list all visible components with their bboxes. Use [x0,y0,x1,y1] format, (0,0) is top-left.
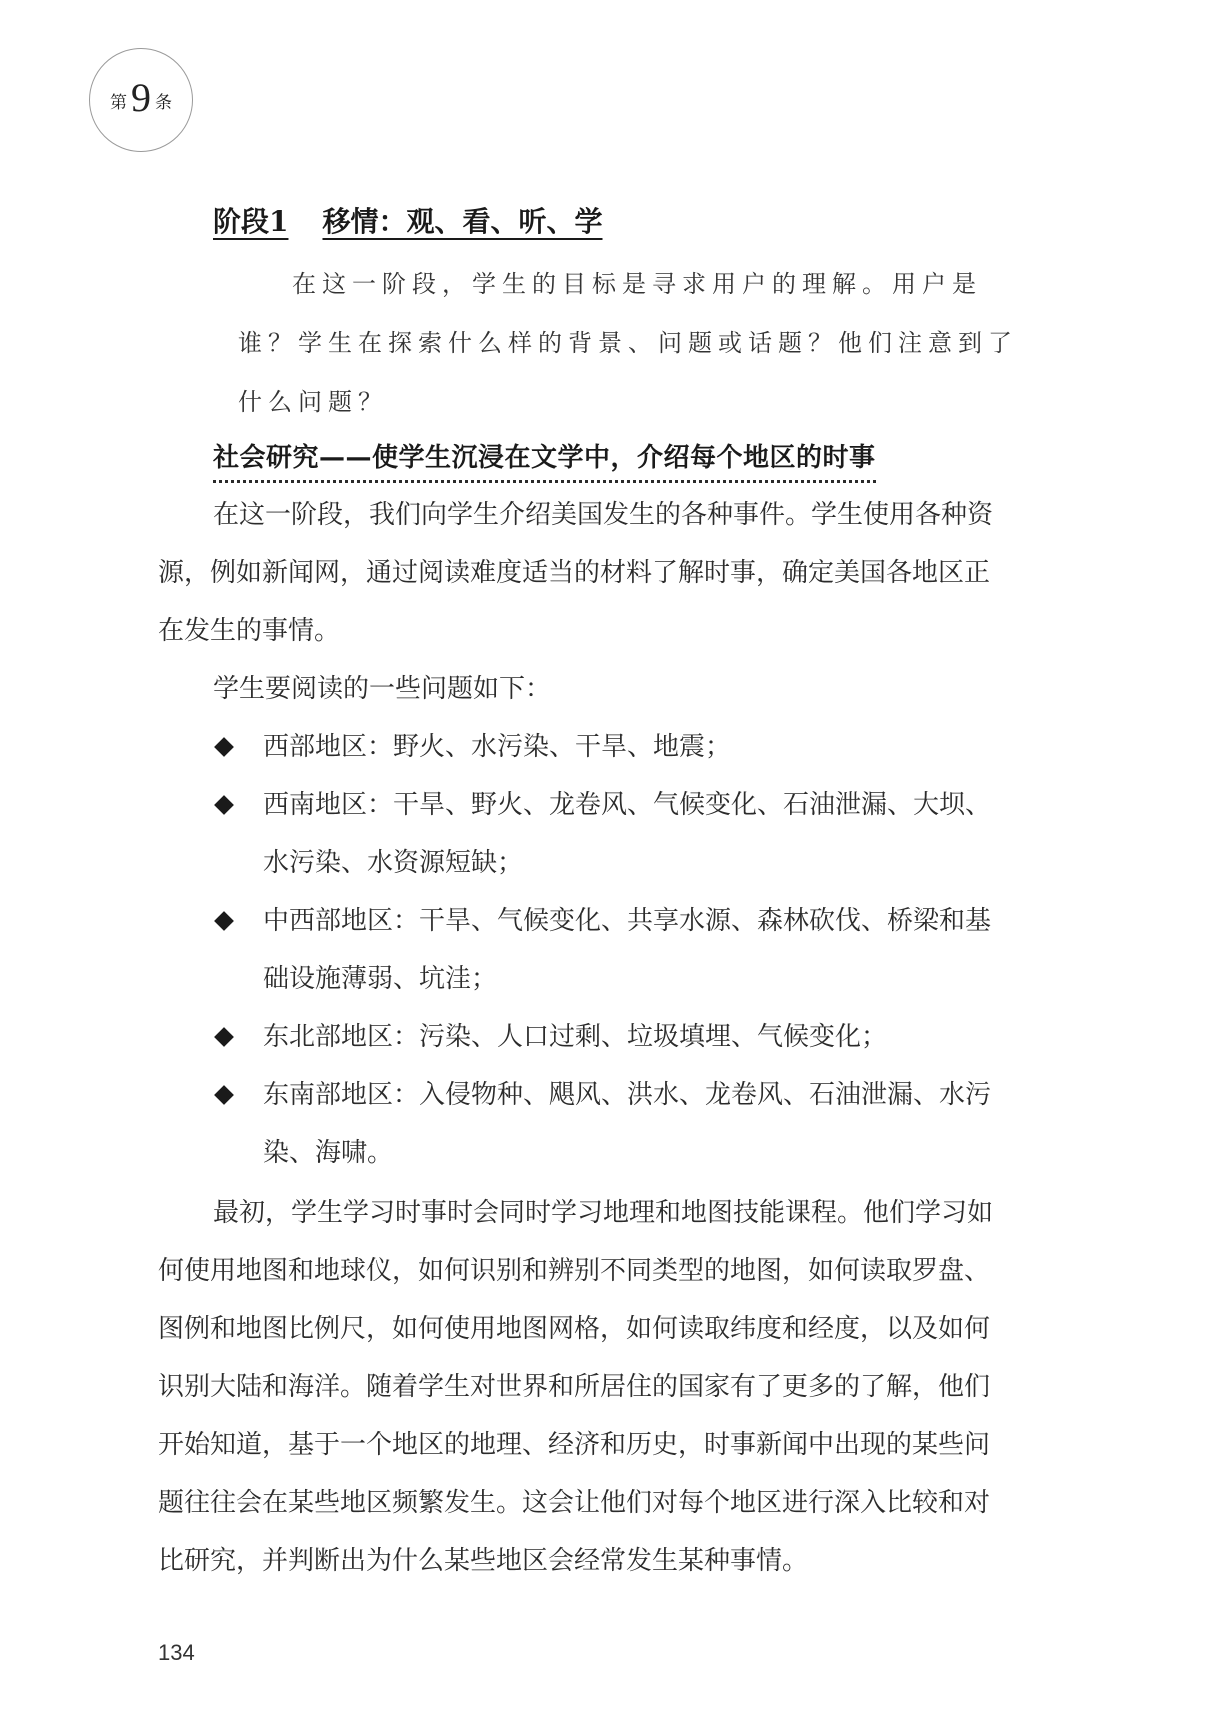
diamond-bullet-icon [214,1085,234,1105]
paragraph-line: 何使用地图和地球仪，如何识别和辨别不同类型的地图，如何读取罗盘、 [158,1256,991,1286]
region-issues-list [213,718,1063,1182]
intro-line: 谁？学生在探索什么样的背景、问题或话题？他们注意到了 [238,329,1018,357]
stage-label: 阶段1 [213,205,289,238]
badge-suffix: 条 [155,92,172,113]
list-item [213,718,1063,776]
list-item-line: 础设施薄弱、坑洼； [263,964,498,994]
badge-prefix: 第 [110,92,127,113]
paragraph-line: 开始知道，基于一个地区的地理、经济和历史，时事新闻中出现的某些问 [158,1430,991,1460]
paragraph-line: 识别大陆和海洋。随着学生对世界和所居住的国家有了更多的了解，他们 [158,1372,991,1402]
list-item-line: 东北部地区：污染、人口过剩、垃圾填埋、气候变化； [263,1022,888,1052]
badge-number: 9 [131,74,151,120]
paragraph-current-events [158,486,1058,660]
list-item-line: 西部地区：野火、水污染、干旱、地震； [263,732,732,762]
paragraph-geography-skills [158,1184,1058,1590]
section-heading: 社会研究——使学生沉浸在文学中，介绍每个地区的时事 [213,437,876,483]
paragraph-line: 比研究，并判断出为什么某些地区会经常发生某种事情。 [158,1546,809,1576]
paragraph-line: 学生要阅读的一些问题如下： [213,674,552,704]
diamond-bullet-icon [214,737,234,757]
article-number-badge [89,48,193,152]
list-item [213,1066,1063,1182]
paragraph-line: 源，例如新闻网，通过阅读难度适当的材料了解时事，确定美国各地区正 [158,558,991,588]
intro-paragraph [238,255,1018,432]
intro-line: 什么问题？ [238,388,388,416]
list-item [213,776,1063,892]
paragraph-reading-intro [158,660,1058,718]
list-item-line: 东南部地区：入侵物种、飓风、洪水、龙卷风、石油泄漏、水污 [263,1080,992,1110]
intro-line: 在这一阶段，学生的目标是寻求用户的理解。用户是 [292,270,982,298]
paragraph-line: 在这一阶段，我们向学生介绍美国发生的各种事件。学生使用各种资 [213,500,994,530]
paragraph-line: 最初，学生学习时事时会同时学习地理和地图技能课程。他们学习如 [213,1198,994,1228]
list-item [213,892,1063,1008]
list-item-line: 染、海啸。 [263,1138,394,1168]
page-number: 134 [158,1640,195,1665]
paragraph-line: 在发生的事情。 [158,616,341,646]
list-item [213,1008,1063,1066]
list-item-line: 水污染、水资源短缺； [263,848,524,878]
diamond-bullet-icon [214,795,234,815]
stage-heading [213,200,603,240]
paragraph-line: 题往往会在某些地区频繁发生。这会让他们对每个地区进行深入比较和对 [158,1488,991,1518]
diamond-bullet-icon [214,911,234,931]
list-item-line: 中西部地区：干旱、气候变化、共享水源、森林砍伐、桥梁和基 [263,906,992,936]
stage-title: 移情：观、看、听、学 [322,205,603,238]
list-item-line: 西南地区：干旱、野火、龙卷风、气候变化、石油泄漏、大坝、 [263,790,992,820]
diamond-bullet-icon [214,1027,234,1047]
paragraph-line: 图例和地图比例尺，如何使用地图网格，如何读取纬度和经度，以及如何 [158,1314,991,1344]
